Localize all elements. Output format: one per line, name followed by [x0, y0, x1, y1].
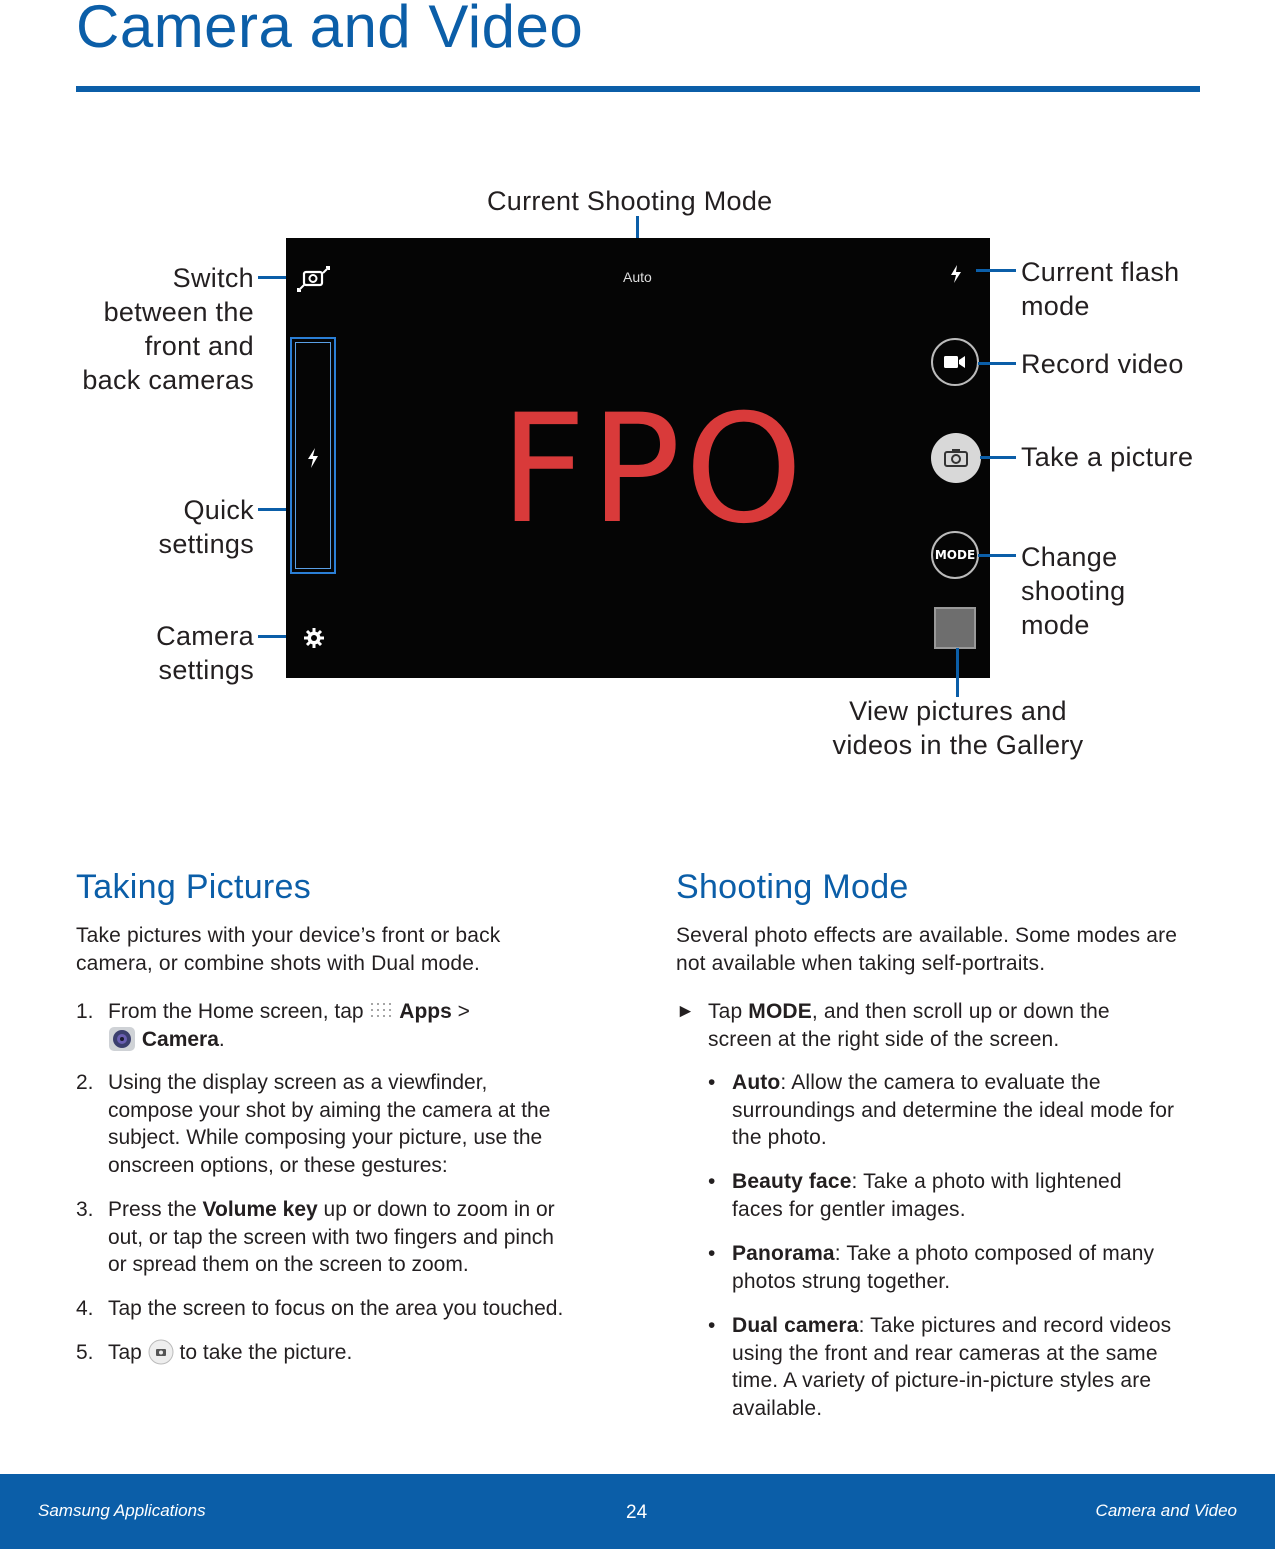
callout-line-text: back cameras [82, 365, 254, 395]
callout-line-text: Change [1021, 542, 1118, 572]
text-line: out, or tap the screen with two fingers and pinch [108, 1225, 554, 1249]
text-line: not available when taking self-portraits. [676, 951, 1046, 975]
callout-line [978, 554, 1016, 557]
gear-icon[interactable] [302, 626, 326, 650]
callout-line-text: settings [158, 655, 254, 685]
callout-line [976, 269, 1016, 272]
text-line: Several photo effects are available. Some modes are [676, 924, 1178, 947]
text-run: : Take a photo with lightened [851, 1170, 1122, 1193]
apps-label: Apps [399, 1000, 452, 1023]
callout-line-text: settings [158, 529, 254, 559]
record-video-callout: Record video [1021, 349, 1184, 379]
text-run: Press the [108, 1198, 203, 1221]
text-line: compose your shot by aiming the camera at the [108, 1098, 551, 1122]
apps-grid-icon [369, 1001, 393, 1021]
shooting-mode-intro [676, 922, 1177, 977]
camera-icon [944, 449, 968, 467]
text-run: : Take pictures and record videos [858, 1314, 1172, 1337]
page-title: Camera and Video [76, 0, 584, 60]
bullet-term: Auto [732, 1071, 781, 1094]
bullet-term: Dual camera [732, 1314, 859, 1337]
step-text [108, 1069, 608, 1179]
text-run: , and then scroll up or down the [811, 1000, 1110, 1023]
camera-app-icon [108, 1026, 136, 1052]
text-run: to take the picture. [179, 1341, 353, 1364]
bullet-item [708, 1240, 1208, 1295]
text-run: Tap [108, 1341, 148, 1364]
step-text [108, 998, 608, 1053]
text-line: photos strung together. [732, 1269, 951, 1293]
current-shooting-mode-callout: Current Shooting Mode [487, 186, 773, 216]
bullet-dot: • [708, 1071, 716, 1094]
text-line: onscreen options, or these gestures: [108, 1153, 448, 1177]
text-run: : Take a photo composed of many [834, 1242, 1155, 1265]
text-line: subject. While composing your picture, use the [108, 1126, 543, 1149]
callout-line-text: mode [1021, 610, 1090, 640]
text-run: Tap [708, 1000, 749, 1023]
section-heading-taking-pictures: Taking Pictures [76, 868, 312, 906]
text-run: From the Home screen, tap [108, 1000, 370, 1023]
fpo-placeholder: FPO [500, 383, 807, 557]
bullet-item [708, 1069, 1208, 1152]
callout-line-text: Switch [172, 263, 254, 293]
text-line: faces for gentler images. [732, 1197, 966, 1221]
page-footer [0, 1474, 1275, 1549]
flash-icon[interactable] [948, 264, 964, 284]
mode-button-label: MODE [934, 548, 976, 562]
switch-camera-icon[interactable] [296, 264, 332, 294]
callout-line-text: Quick [183, 495, 254, 525]
step-text [108, 1196, 608, 1279]
text-run: : Allow the camera to evaluate the [780, 1071, 1101, 1094]
callout-line-text: between the [103, 297, 254, 327]
text-line: camera, or combine shots with Dual mode. [76, 951, 481, 975]
bullet-term: Beauty face [732, 1170, 852, 1193]
callout-line-text: View pictures and [849, 696, 1067, 726]
change-shooting-mode-callout [1021, 540, 1125, 642]
callout-line [978, 362, 1016, 365]
take-picture-button[interactable] [931, 433, 981, 483]
text-line: surroundings and determine the ideal mode for [732, 1098, 1175, 1122]
text-line: screen at the right side of the screen. [708, 1027, 1060, 1051]
step-number: 4. [76, 1297, 94, 1320]
quick-settings-callout [159, 493, 254, 561]
bullet-dot: • [708, 1314, 716, 1337]
text-line: or spread them on the screen to zoom. [108, 1253, 469, 1276]
flash-icon[interactable] [305, 447, 321, 469]
quick-settings-panel[interactable] [290, 337, 336, 574]
shutter-icon [148, 1339, 174, 1365]
bullet-item [708, 1168, 1208, 1223]
text-line: using the front and rear cameras at the same [732, 1341, 1158, 1365]
step-number: 1. [76, 1000, 94, 1023]
callout-line-text: front and [144, 331, 254, 361]
camera-label: Camera [141, 1027, 219, 1051]
taking-pictures-intro [76, 922, 500, 977]
step-text: Tap the screen to focus on the area you touched. [108, 1297, 564, 1320]
current-flash-mode-callout [1021, 255, 1179, 323]
callout-line-text: videos in the Gallery [832, 730, 1084, 760]
title-divider [76, 86, 1200, 92]
gallery-thumbnail[interactable] [934, 607, 976, 649]
callout-line [956, 648, 959, 697]
footer-right: Camera and Video [1095, 1501, 1237, 1520]
page-number: 24 [626, 1502, 648, 1523]
callout-line-text: Camera [156, 621, 254, 651]
callout-line-text: shooting [1021, 576, 1126, 606]
bullet-dot: • [708, 1170, 716, 1193]
step-number: 5. [76, 1341, 94, 1364]
bullet-term: Panorama [732, 1242, 835, 1265]
mode-button[interactable] [931, 531, 979, 579]
shooting-mode-instruction [676, 998, 1206, 1053]
text-line: Take pictures with your device’s front or back [76, 924, 501, 947]
callout-line [980, 456, 1016, 459]
step-number: 3. [76, 1198, 94, 1221]
arrow-icon: ► [676, 1001, 695, 1022]
view-gallery-callout [820, 694, 1096, 762]
camera-settings-callout [156, 619, 254, 687]
record-video-button[interactable] [931, 338, 979, 386]
text-run: . [218, 1027, 225, 1051]
volume-key-label: Volume key [202, 1198, 318, 1221]
text-line: the photo. [732, 1126, 827, 1149]
bullet-item [708, 1312, 1208, 1422]
step-text [108, 1339, 608, 1367]
text-line: available. [732, 1396, 823, 1420]
bullet-dot: • [708, 1242, 716, 1265]
take-picture-callout: Take a picture [1021, 442, 1194, 472]
text-line: time. A variety of picture-in-picture styles are [732, 1369, 1152, 1392]
video-camera-icon [944, 355, 966, 369]
section-heading-shooting-mode: Shooting Mode [676, 868, 909, 906]
callout-line-text: Current flash [1021, 257, 1180, 287]
callout-line-text: mode [1021, 291, 1090, 321]
step-number: 2. [76, 1071, 94, 1094]
switch-cameras-callout [82, 261, 254, 397]
text-line: Using the display screen as a viewfinder, [108, 1071, 488, 1094]
footer-left: Samsung Applications [38, 1501, 206, 1520]
text-run: up or down to zoom in or [317, 1198, 555, 1221]
camera-viewfinder[interactable] [286, 238, 990, 678]
mode-label: MODE [748, 1000, 812, 1023]
text-run: > [451, 1000, 470, 1023]
current-mode-label: Auto [623, 269, 652, 285]
